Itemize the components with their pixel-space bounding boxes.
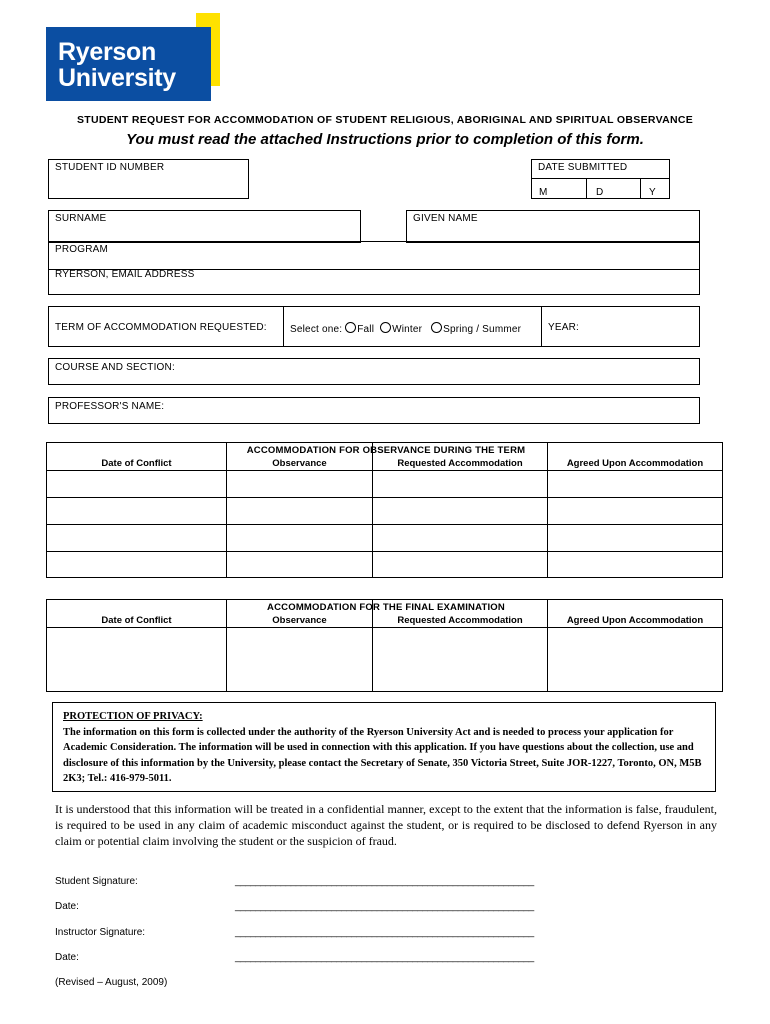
professor-name-label: PROFESSOR'S NAME: <box>55 401 165 412</box>
table-row[interactable] <box>47 552 723 578</box>
term-table-top-line <box>227 442 547 443</box>
confidentiality-statement: It is understood that this information will be treated in a confidential manner, except to the extent that the information is false, fraudulent, is required to be used in any claim of academic misconduct against the student, or is required to be disclosed to defend Ryerson in any claim or potential claim involving the student or the suspicion of fraud. <box>55 802 717 848</box>
student-signature-label: Student Signature: <box>55 876 138 887</box>
radio-winter[interactable] <box>380 322 391 333</box>
course-section-label: COURSE AND SECTION: <box>55 362 175 373</box>
fall-label: Fall <box>357 324 375 335</box>
surname-label: SURNAME <box>55 213 107 224</box>
radio-spring-summer[interactable] <box>431 322 442 333</box>
winter-label: Winter <box>392 324 423 335</box>
logo-line1: Ryerson <box>58 38 156 66</box>
table-header-row <box>47 443 723 471</box>
date-divider-md <box>586 178 587 199</box>
col-agreed-accommodation: Agreed Upon Accommodation <box>548 443 723 471</box>
date1-line[interactable]: ___________________________________________________________ <box>235 901 534 912</box>
email-label: RYERSON, EMAIL ADDRESS <box>55 269 195 280</box>
term-table-heading: ACCOMMODATION FOR OBSERVANCE DURING THE TERM <box>246 445 526 456</box>
col-date-of-conflict: Date of Conflict <box>47 600 227 628</box>
select-one-label: Select one: <box>290 324 343 335</box>
date-day-label: D <box>596 187 604 198</box>
table-header-row <box>47 600 723 628</box>
exam-table-heading: ACCOMMODATION FOR THE FINAL EXAMINATION <box>267 602 505 613</box>
term-divider-2 <box>541 306 542 347</box>
col-requested-accommodation: Requested Accommodation <box>373 443 548 471</box>
date-divider-dy <box>640 178 641 199</box>
form-subtitle: You must read the attached Instructions prior to completion of this form. <box>126 131 644 148</box>
term-label: TERM OF ACCOMMODATION REQUESTED: <box>55 322 267 333</box>
radio-fall[interactable] <box>345 322 356 333</box>
student-signature-line[interactable]: ___________________________________________________________ <box>235 876 534 887</box>
table-row[interactable] <box>47 498 723 525</box>
revised-note: (Revised – August, 2009) <box>55 977 168 988</box>
term-accommodation-table <box>46 442 723 578</box>
instructor-signature-label: Instructor Signature: <box>55 927 146 938</box>
date1-label: Date: <box>55 901 79 912</box>
privacy-text: The information on this form is collected under the authority of the Ryerson University Act and is needed to process your application for Academic Consideration. The information will be used in connection with this application. If you have questions about the collection, use and disclosure of this information by the University, please contact the Secretary of Senate, 350 Victoria Street, Suite JOR-1227, Toronto, ON, M5B 2K3; Tel.: 416-979-5011. <box>63 726 702 784</box>
table-row[interactable] <box>47 525 723 552</box>
col-observance: Observance <box>227 443 373 471</box>
table-row[interactable] <box>47 471 723 498</box>
privacy-notice <box>52 702 716 792</box>
table-row[interactable] <box>47 628 723 692</box>
col-agreed-accommodation: Agreed Upon Accommodation <box>548 600 723 628</box>
given-name-label: GIVEN NAME <box>413 213 478 224</box>
date2-label: Date: <box>55 952 79 963</box>
program-field[interactable] <box>48 241 700 270</box>
instructor-signature-line[interactable]: ___________________________________________________________ <box>235 927 534 938</box>
year-label: YEAR: <box>548 322 580 333</box>
logo-line2: University <box>58 64 176 92</box>
date-month-label: M <box>539 187 548 198</box>
term-divider-1 <box>283 306 284 347</box>
exam-accommodation-table <box>46 599 723 692</box>
date-year-label: Y <box>649 187 656 198</box>
col-requested-accommodation: Requested Accommodation <box>373 600 548 628</box>
term-options <box>290 322 521 335</box>
student-id-label: STUDENT ID NUMBER <box>55 162 165 173</box>
col-date-of-conflict: Date of Conflict <box>47 443 227 471</box>
privacy-heading: PROTECTION OF PRIVACY: <box>63 711 203 722</box>
date2-line[interactable]: ___________________________________________________________ <box>235 952 534 963</box>
form-title: STUDENT REQUEST FOR ACCOMMODATION OF STUDENT RELIGIOUS, ABORIGINAL AND SPIRITUAL OBSERVANCE <box>76 114 694 126</box>
spring-summer-label: Spring / Summer <box>443 324 522 335</box>
date-submitted-label: DATE SUBMITTED <box>538 162 628 173</box>
date-divider <box>531 178 670 179</box>
col-observance: Observance <box>227 600 373 628</box>
program-label: PROGRAM <box>55 244 109 255</box>
